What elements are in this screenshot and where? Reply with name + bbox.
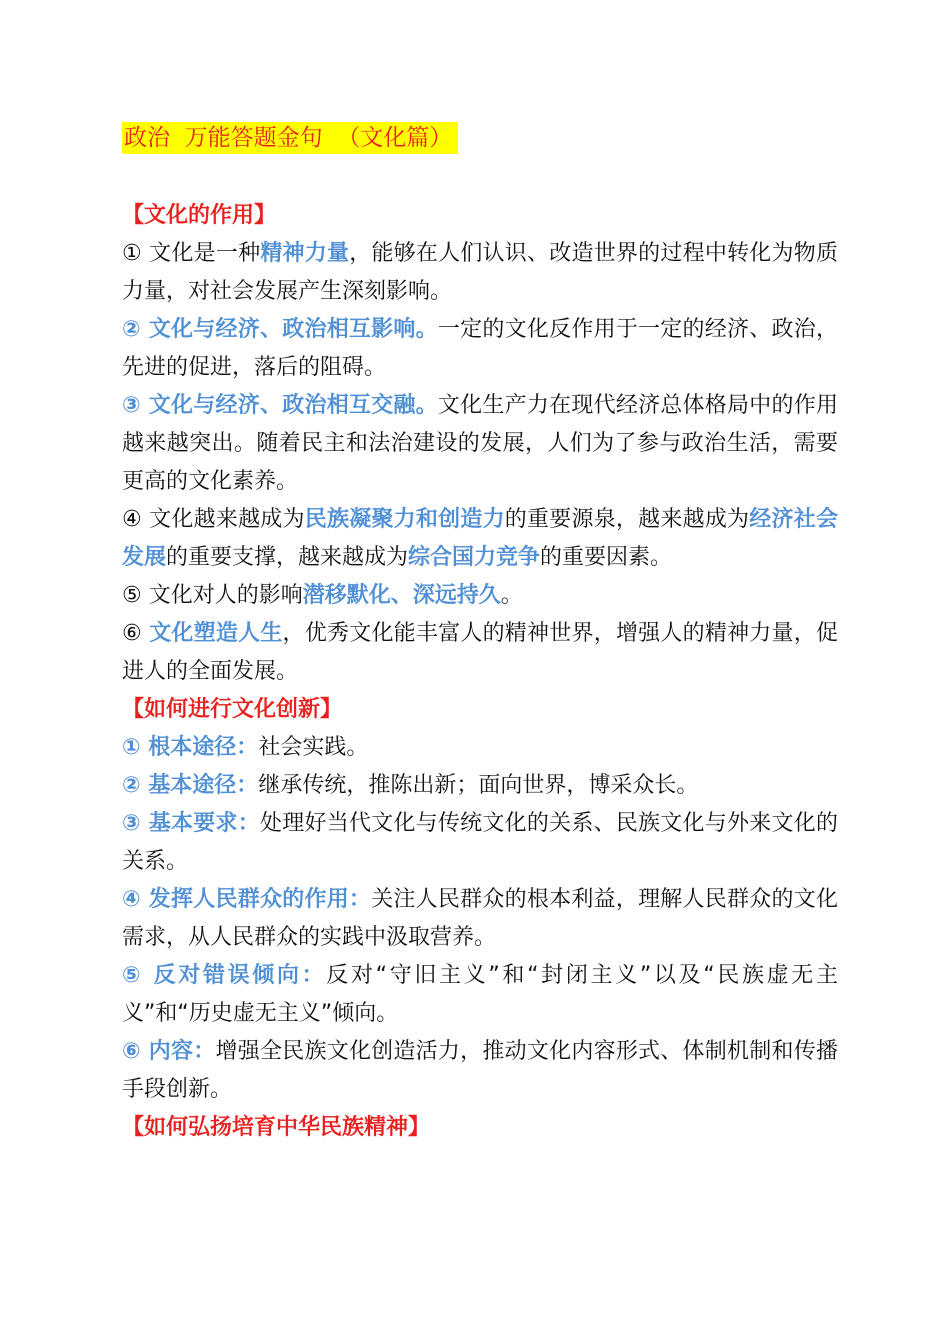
item-number: ③ xyxy=(122,393,141,418)
list-item xyxy=(122,1033,838,1109)
highlight-text: 文化与经济、政治相互交融。 xyxy=(140,393,438,418)
list-item xyxy=(122,805,838,881)
list-item xyxy=(122,577,838,615)
item-number: ⑥ xyxy=(122,1039,141,1064)
item-number: ① xyxy=(122,241,142,266)
list-item xyxy=(122,729,838,767)
body-text: 关注人民群众的根本利益，理解人民群众的文化需求，从人民群众的实践中汲取营养。 xyxy=(122,887,838,950)
highlight-text: 内容： xyxy=(140,1039,216,1064)
list-item xyxy=(122,957,838,1033)
section-heading: 【如何弘扬培育中华民族精神】 xyxy=(122,1115,431,1140)
body-text: ，优秀文化能丰富人的精神世界，增强人的精神力量，促进人的全面发展。 xyxy=(122,621,838,684)
body-text: 反对“守旧主义”和“封闭主义”以及“民族虚无主义”和“历史虚无主义”倾向。 xyxy=(122,963,838,1026)
list-item xyxy=(122,881,838,957)
highlight-text: 反对错误倾向： xyxy=(143,963,327,988)
list-item xyxy=(122,501,838,577)
item-number: ⑥ xyxy=(122,621,142,646)
list-item xyxy=(122,235,838,311)
highlight-text: 根本途径： xyxy=(140,735,259,760)
highlight-text: 基本途径： xyxy=(140,773,259,798)
highlight-text: 发挥人民群众的作用： xyxy=(140,887,372,912)
body-text: 的重要源泉，越来越成为 xyxy=(504,507,750,532)
body-text: 一定的文化反作用于一定的经济、政治，先进的促进，落后的阻碍。 xyxy=(122,317,838,380)
item-number: ⑤ xyxy=(122,963,144,988)
item-number: ② xyxy=(122,773,141,798)
item-number: ③ xyxy=(122,811,141,836)
highlight-text: 基本要求： xyxy=(140,811,260,836)
body-text: 的重要因素。 xyxy=(540,545,673,570)
body-text: 继承传统，推陈出新；面向世界，博采众长。 xyxy=(258,773,699,798)
body-text: 文化越来越成为 xyxy=(141,507,305,532)
list-item xyxy=(122,311,838,387)
highlight-text: 潜移默化、深远持久 xyxy=(302,583,501,608)
list-item xyxy=(122,387,838,501)
section-heading: 【文化的作用】 xyxy=(122,203,277,228)
body-text: 文化是一种 xyxy=(141,241,261,266)
body-text: ，能够在人们认识、改造世界的过程中转化为物质力量，对社会发展产生深刻影响。 xyxy=(122,241,838,304)
highlight-text: 文化塑造人生 xyxy=(149,621,283,646)
body-text: 的重要支撑，越来越成为 xyxy=(166,545,409,570)
item-number: ④ xyxy=(122,887,141,912)
highlight-text: 综合国力竞争 xyxy=(408,545,541,570)
item-number: ⑤ xyxy=(122,583,142,608)
highlight-text: 民族凝聚力和创造力 xyxy=(304,507,505,532)
list-item xyxy=(122,767,838,805)
section-heading: 【如何进行文化创新】 xyxy=(122,697,343,722)
highlight-text: 经济社会发展 xyxy=(122,507,838,570)
item-number: ② xyxy=(122,317,141,342)
list-item xyxy=(122,615,838,691)
body-text: 。 xyxy=(500,583,523,608)
body-text: 增强全民族文化创造活力，推动文化内容形式、体制机制和传播手段创新。 xyxy=(122,1039,838,1102)
body-text: 文化生产力在现代经济总体格局中的作用越来越突出。随着民主和法治建设的发展，人们为了参与政治生活，需要更高的文化素养。 xyxy=(122,393,838,494)
highlight-text: 精神力量 xyxy=(260,241,350,266)
body-text: 处理好当代文化与传统文化的关系、民族文化与外来文化的关系。 xyxy=(122,811,838,874)
document-body xyxy=(122,197,838,1147)
highlight-text: 文化与经济、政治相互影响。 xyxy=(140,317,438,342)
item-number: ④ xyxy=(122,507,142,532)
item-number: ① xyxy=(122,735,141,760)
body-text: 文化对人的影响 xyxy=(141,583,303,608)
document-title: 政治 万能答题金句 （文化篇） xyxy=(122,122,458,154)
body-text: 社会实践。 xyxy=(258,735,369,760)
